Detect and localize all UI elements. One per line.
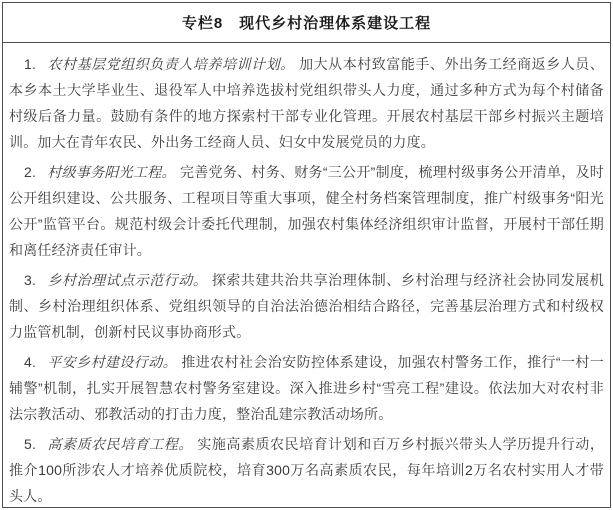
paragraph-3-lead: 乡村治理试点示范行动。 bbox=[47, 272, 208, 288]
paragraph-3-text: 探索共建共治共享治理体制、乡村治理与经济社会协同发展机制、乡村治理组织体系、党组织领导的自治法治德治相结合路径，完善基层治理方式和村级权力监管机制，创新村民议事协商形式。 bbox=[9, 272, 605, 340]
paragraph-4-lead: 平安乡村建设行动。 bbox=[47, 354, 178, 370]
paragraph-5 bbox=[9, 431, 604, 507]
paragraph-1-lead: 农村基层党组织负责人培养培训计划。 bbox=[47, 56, 295, 72]
panel-title-row bbox=[3, 3, 610, 43]
paragraph-4-text: 推进农村社会治安防控体系建设，加强农村警务工作，推行“一村一辅警”机制，扎实开展智慧农村警务室建设。深入推进乡村“雪亮工程”建设。依法加大对农村非法宗教活动、邪教活动的打击力度，整治乱建宗教活动场所。 bbox=[9, 354, 604, 422]
paragraph-5-lead: 高素质农民培育工程。 bbox=[47, 436, 193, 452]
paragraph-2-lead: 村级事务阳光工程。 bbox=[47, 164, 176, 180]
paragraph-5-text: 实施高素质农民培育计划和百万乡村振兴带头人学历提升行动，推介100所涉农人才培养优质院校，培育300万名高素质农民，每年培训2万名农村实用人才带头人。 bbox=[9, 436, 605, 504]
paragraph-2-text: 完善党务、村务、财务“三公开”制度，梳理村级事务公开清单，及时公开组织建设、公共服务、工程项目等重大事项，健全村务档案管理制度，推广村级事务“阳光公开”监管平台。规范村级会计委托代理制，加强农村集体经济组织审计监督，开展村干部任期和离任经济责任审计。 bbox=[9, 164, 605, 258]
column-panel bbox=[2, 2, 611, 508]
paragraph-4-number: 4. bbox=[24, 354, 37, 370]
paragraph-1-number: 1. bbox=[24, 56, 37, 72]
paragraph-4 bbox=[9, 349, 604, 427]
paragraph-5-number: 5. bbox=[24, 436, 37, 452]
paragraph-1-text: 加大从本村致富能手、外出务工经商返乡人员、本乡本土大学毕业生、退役军人中培养选拔村党组织带头人力度，通过多种方式为每个村储备村级后备力量。鼓励有条件的地方探索村干部专业化管理。开展农村基层干部乡村振兴主题培训。加大在青年农民、外出务工经商人员、妇女中发展党员的力度。 bbox=[9, 56, 605, 150]
panel-body bbox=[3, 43, 610, 507]
paragraph-1 bbox=[9, 51, 604, 155]
paragraph-2-number: 2. bbox=[24, 164, 37, 180]
panel-title: 专栏8 现代乡村治理体系建设工程 bbox=[181, 15, 432, 32]
paragraph-3-number: 3. bbox=[24, 272, 37, 288]
paragraph-2 bbox=[9, 159, 604, 263]
paragraph-3 bbox=[9, 267, 604, 345]
